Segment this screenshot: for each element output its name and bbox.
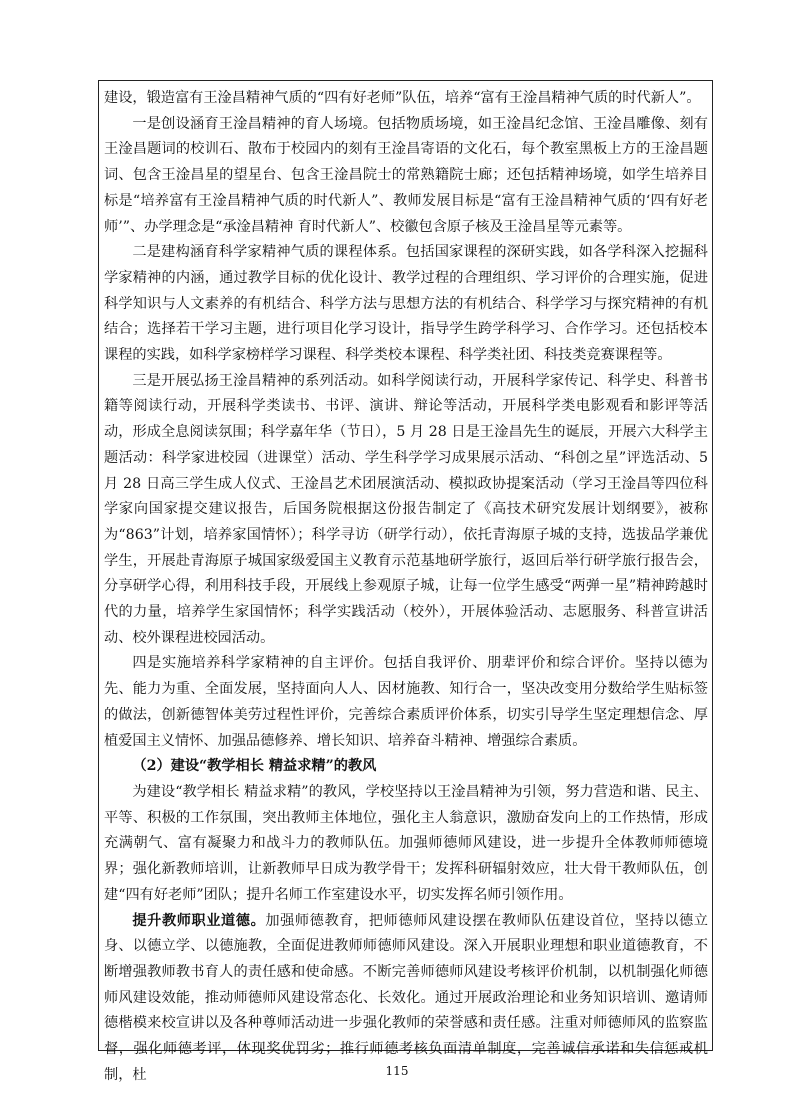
- page-number: 115: [385, 1064, 409, 1078]
- body-paragraph: 一是创设涵育王淦昌精神的育人场境。包括物质场境，如王淦昌纪念馆、王淦昌雕像、刻有王淦昌题词的校训石、散布于校园内的刻有王淦昌寄语的文化石，每个教室黑板上方的王淦昌题词、包含王淦昌星的望星台、包含王淦昌院士的常熟籍院士廊；还包括精神场境，如学生培养目标是“培养富有王淦昌精神气质的时代新人”、教师发展目标是“富有王淦昌精神气质的‘四有好老师’”、办学理念是“承淦昌精神 育时代新人”、校徽包含原子核及王淦昌星等元素等。: [104, 115, 708, 235]
- continuation-paragraph: 建设，锻造富有王淦昌精神气质的“四有好老师”队伍，培养“富有王淦昌精神气质的时代新人”。: [104, 90, 701, 106]
- document-body: [104, 86, 708, 1088]
- lead-paragraph: [104, 909, 708, 1089]
- body-paragraph: 三是开展弘扬王淦昌精神的系列活动。如科学阅读行动，开展科学家传记、科学史、科普书籍等阅读行动，开展科学类读书、书评、演讲、辩论等活动，开展科学类电影观看和影评等活动，形成全息阅读氛围；科学嘉年华（节日），5 月 28 日是王淦昌先生的诞辰，开展六大科学主题活动：科学家进校园（进课堂）活动、学生科学学习成果展示活动、“科创之星”评选活动、5 月 28 日高三学生成人仪式、王淦昌艺术团展演活动、模拟政协提案活动（学习王淦昌等四位科学家向国家提交建议报告，后国务院根据这份报告制定了《高技术研究发展计划纲要》，被称为“863”计划，培养家国情怀）；科学寻访（研学行动），依托青海原子城的支持，选拔品学兼优学生，开展赴青海原子城国家级爱国主义教育示范基地研学旅行，返回后举行研学旅行报告会，分享研学心得，利用科技手段，开展线上参观原子城，让每一位学生感受“两弹一星”精神跨越时代的力量，培养学生家国情怀；科学实践活动（校外），开展体验活动、志愿服务、科普宣讲活动、校外课程进校园活动。: [104, 372, 708, 646]
- body-paragraph: 四是实施培养科学家精神的自主评价。包括自我评价、朋辈评价和综合评价。坚持以德为先、能力为重、全面发展，坚持面向人人、因材施教、知行合一，坚决改变用分数给学生贴标签的做法，创新德智体美劳过程性评价，完善综合素质评价体系，切实引导学生坚定理想信念、厚植爱国主义情怀、加强品德修养、增长知识、培养奋斗精神、增强综合素质。: [104, 655, 708, 749]
- body-paragraph: 为建设“教学相长 精益求精”的教风，学校坚持以王淦昌精神为引领，努力营造和谐、民主、平等、积极的工作氛围，突出教师主体地位，强化主人翁意识，激励奋发向上的工作热情，形成充满朝气、富有凝聚力和战斗力的教师队伍。加强师德师风建设，进一步提升全体教师师德境界；强化新教师培训，让新教师早日成为教学骨干；发挥科研辐射效应，壮大骨干教师队伍，创建“四有好老师”团队；提升名师工作室建设水平，切实发挥名师引领作用。: [104, 783, 708, 903]
- body-paragraph: 二是建构涵育科学家精神气质的课程体系。包括国家课程的深研实践，如各学科深入挖掘科学家精神的内涵，通过教学目标的优化设计、教学过程的合理组织、学习评价的合理实施，促进科学知识与人文素养的有机结合、科学方法与思想方法的有机结合、科学学习与探究精神的有机结合；选择若干学习主题，进行项目化学习设计，指导学生跨学科学习、合作学习。还包括校本课程的实践，如科学家榜样学习课程、科学类校本课程、科学类社团、科技类竞赛课程等。: [104, 244, 708, 364]
- paragraph-lead-bold: 提升教师职业道德。: [132, 912, 266, 929]
- section-subheading: （2）建设“教学相长 精益求精”的教风: [132, 758, 377, 775]
- paragraph-lead-text: 加强师德教育，把师德师风建设摆在教师队伍建设首位，坚持以德立身、以德立学、以德施教，全面促进教师师德师风建设。深入开展职业理想和职业道德教育，不断增强教师教书育人的责任感和使命感。不断完善师德师风建设考核评价机制，以机制强化师德师风建设效能，推动师德师风建设常态化、长效化。通过开展政治理论和业务知识培训、邀请师德楷模来校宣讲以及各种尊师活动进一步强化教师的荣誉感和责任感。注重对师德师风的监察监督，强化师德考评，体现奖优罚劣；推行师德考核负面清单制度，完善诚信承诺和失信惩戒机制，杜: [104, 912, 708, 1083]
